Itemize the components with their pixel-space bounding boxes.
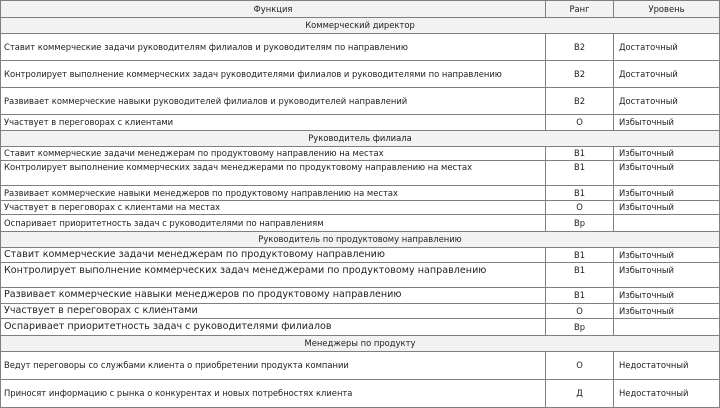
- table-row: [1, 352, 720, 380]
- level-cell: [614, 319, 720, 336]
- table-row: [1, 186, 720, 201]
- rank-cell: B2: [546, 61, 614, 88]
- level-cell: Достаточный: [614, 88, 720, 115]
- level-cell: Избыточный: [614, 115, 720, 131]
- level-cell: Избыточный: [614, 186, 720, 201]
- level-cell: Избыточный: [614, 288, 720, 304]
- header-level: Уровень: [614, 1, 720, 18]
- level-cell: Избыточный: [614, 248, 720, 263]
- table-row: [1, 288, 720, 304]
- function-cell: Контролирует выполнение коммерческих задач менеджерами по продуктовому направлению: [1, 263, 546, 288]
- rank-cell: B2: [546, 88, 614, 115]
- function-cell: Участвует в переговорах с клиентами: [1, 115, 546, 131]
- function-cell: Ведут переговоры со службами клиента о приобретении продукта компании: [1, 352, 546, 380]
- table-row: [1, 380, 720, 408]
- table-row: [1, 61, 720, 88]
- rank-cell: О: [546, 201, 614, 215]
- table-row: [1, 304, 720, 319]
- rank-cell: О: [546, 115, 614, 131]
- table-row: [1, 34, 720, 61]
- function-cell: Ставит коммерческие задачи руководителям филиалов и руководителям по направлению: [1, 34, 546, 61]
- table-row: [1, 88, 720, 115]
- rank-cell: Д: [546, 380, 614, 408]
- function-cell: Участвует в переговорах с клиентами: [1, 304, 546, 319]
- function-cell: Контролирует выполнение коммерческих задач менеджерами по продуктовому направлению на местах: [1, 161, 546, 186]
- level-cell: Достаточный: [614, 34, 720, 61]
- section-header-row: [1, 336, 720, 352]
- function-cell: Участвует в переговорах с клиентами на местах: [1, 201, 546, 215]
- level-cell: Избыточный: [614, 147, 720, 161]
- function-cell: Контролирует выполнение коммерческих задач руководителями филиалов и руководителями по направлению: [1, 61, 546, 88]
- rank-cell: Вр: [546, 215, 614, 232]
- header-row: [1, 1, 720, 18]
- function-cell: Оспаривает приоритетность задач с руководителями филиалов: [1, 319, 546, 336]
- table-row: [1, 201, 720, 215]
- rank-cell: О: [546, 304, 614, 319]
- section-title: Руководитель по продуктовому направлению: [1, 232, 720, 248]
- rank-cell: B2: [546, 34, 614, 61]
- table-row: [1, 319, 720, 336]
- header-function: Функция: [1, 1, 546, 18]
- level-cell: Недостаточный: [614, 380, 720, 408]
- rank-cell: Вр: [546, 319, 614, 336]
- level-cell: Избыточный: [614, 161, 720, 186]
- section-header-row: [1, 232, 720, 248]
- section-header-row: [1, 18, 720, 34]
- rank-cell: B1: [546, 147, 614, 161]
- level-cell: Недостаточный: [614, 352, 720, 380]
- table-row: [1, 248, 720, 263]
- level-cell: Избыточный: [614, 304, 720, 319]
- header-rank: Ранг: [546, 1, 614, 18]
- function-cell: Оспаривает приоритетность задач с руководителями по направлениям: [1, 215, 546, 232]
- table-row: [1, 263, 720, 288]
- section-title: Руководитель филиала: [1, 131, 720, 147]
- function-cell: Развивает коммерческие навыки менеджеров по продуктовому направлению: [1, 288, 546, 304]
- rank-cell: О: [546, 352, 614, 380]
- function-cell: Развивает коммерческие навыки менеджеров по продуктовому направлению на местах: [1, 186, 546, 201]
- rank-cell: B1: [546, 263, 614, 288]
- rank-cell: B1: [546, 288, 614, 304]
- table-row: [1, 215, 720, 232]
- rank-cell: B1: [546, 186, 614, 201]
- level-cell: Избыточный: [614, 201, 720, 215]
- level-cell: [614, 215, 720, 232]
- rank-cell: B1: [546, 161, 614, 186]
- function-cell: Ставит коммерческие задачи менеджерам по продуктовому направлению на местах: [1, 147, 546, 161]
- table-row: [1, 115, 720, 131]
- function-cell: Приносят информацию с рынка о конкурентах и новых потребностях клиента: [1, 380, 546, 408]
- level-cell: Избыточный: [614, 263, 720, 288]
- table-row: [1, 147, 720, 161]
- level-cell: Достаточный: [614, 61, 720, 88]
- section-title: Менеджеры по продукту: [1, 336, 720, 352]
- function-cell: Ставит коммерческие задачи менеджерам по продуктовому направлению: [1, 248, 546, 263]
- section-title: Коммерческий директор: [1, 18, 720, 34]
- table-row: [1, 161, 720, 186]
- rank-cell: B1: [546, 248, 614, 263]
- section-header-row: [1, 131, 720, 147]
- function-cell: Развивает коммерческие навыки руководителей филиалов и руководителей направлений: [1, 88, 546, 115]
